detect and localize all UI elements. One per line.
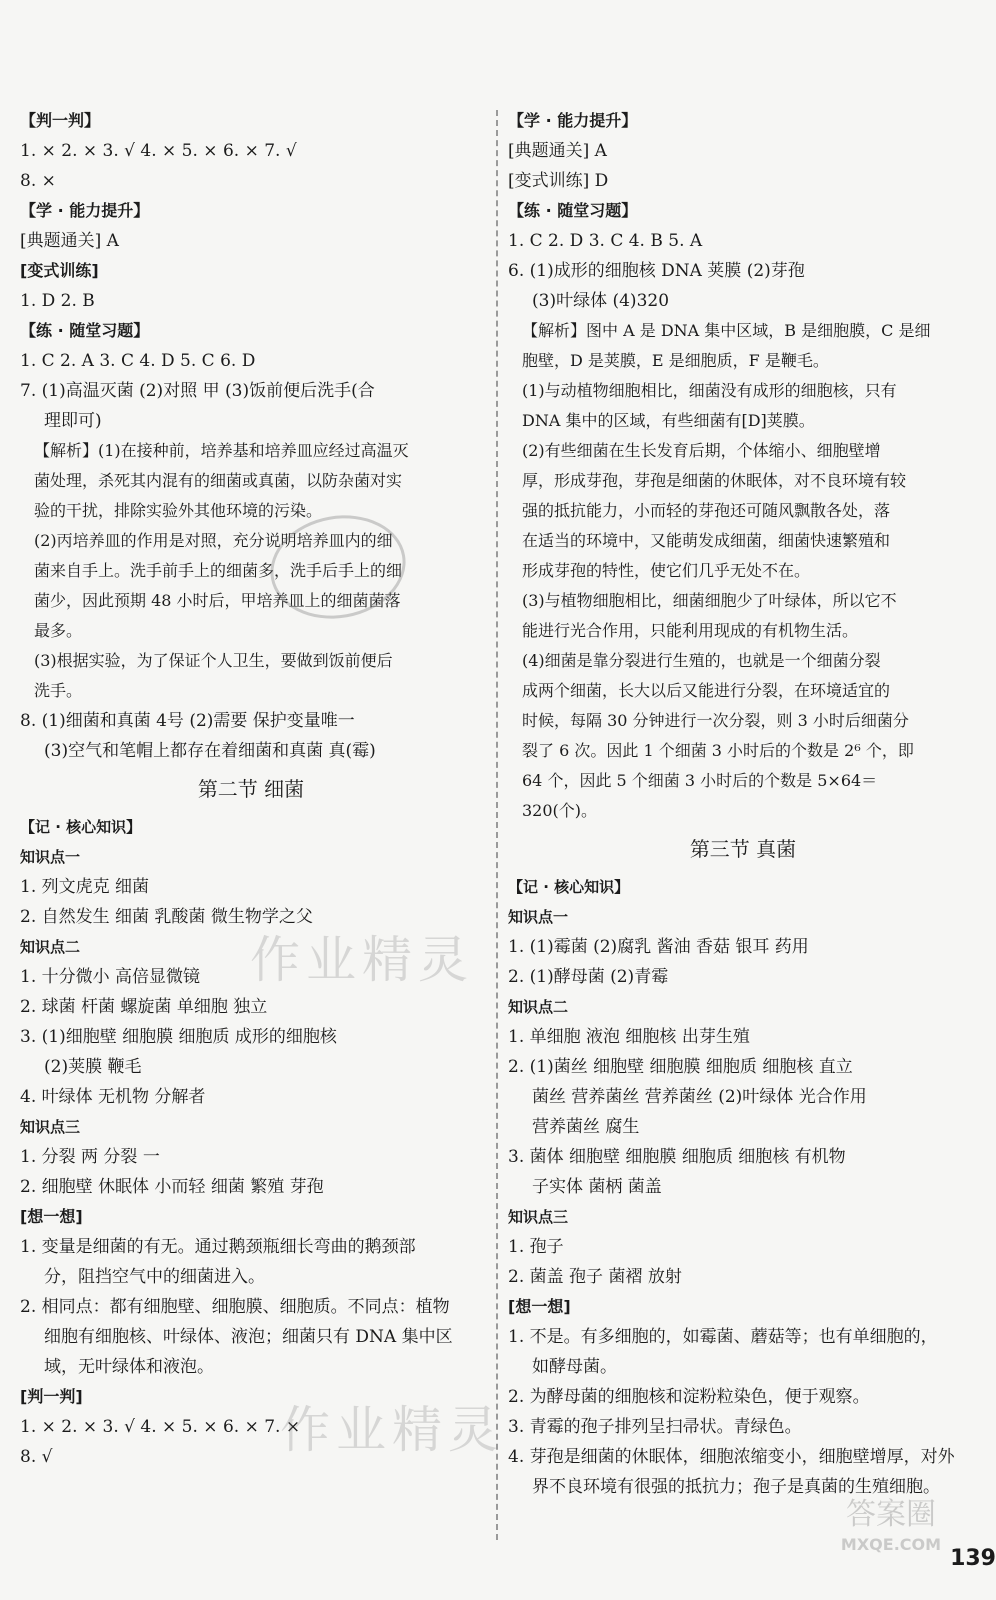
- right-line: 2. (1)菌丝 细胞壁 细胞膜 细胞质 细胞核 直立: [508, 1057, 853, 1077]
- right-line: (4)细菌是靠分裂进行生殖的，也就是一个细菌分裂: [522, 651, 881, 670]
- right-line: 在适当的环境中，又能萌发成细菌，细菌快速繁殖和: [522, 531, 891, 550]
- left-line: 1. 分裂 两 分裂 一: [20, 1147, 160, 1167]
- left-line: 【记 · 核心知识】: [20, 818, 142, 836]
- right-line: [典题通关] A: [508, 141, 607, 161]
- left-line: [变式训练]: [20, 261, 99, 280]
- left-line: 7. (1)高温灭菌 (2)对照 甲 (3)饭前便后洗手(合: [20, 381, 375, 401]
- left-line: 1. 变量是细菌的有无。通过鹅颈瓶细长弯曲的鹅颈部: [20, 1237, 416, 1257]
- right-line: 320(个)。: [522, 801, 598, 820]
- left-line: (2)荚膜 鞭毛: [44, 1057, 142, 1077]
- right-column: [508, 106, 978, 1502]
- left-line: (3)空气和笔帽上都存在着细菌和真菌 真(霉): [44, 741, 376, 761]
- left-line: 细胞有细胞核、叶绿体、液泡；细菌只有 DNA 集中区: [44, 1327, 453, 1347]
- left-line: 【判一判】: [20, 111, 101, 130]
- left-line: 【练 · 随堂习题】: [20, 321, 150, 340]
- left-line: 1. × 2. × 3. √ 4. × 5. × 6. × 7. ×: [20, 1417, 301, 1437]
- left-line: 【解析】(1)在接种前，培养基和培养皿应经过高温灭: [34, 441, 409, 460]
- right-line: 2. 菌盖 孢子 菌褶 放射: [508, 1267, 682, 1287]
- right-line: 营养菌丝 腐生: [532, 1117, 640, 1137]
- left-line: 2. 细胞壁 休眠体 小而轻 细菌 繁殖 芽孢: [20, 1177, 324, 1197]
- left-line: 1. 列文虎克 细菌: [20, 877, 150, 897]
- left-line: 1. D 2. B: [20, 291, 95, 311]
- left-line: 洗手。: [34, 681, 83, 700]
- left-line: 验的干扰，排除实验外其他环境的污染。: [34, 501, 323, 520]
- right-line: 6. (1)成形的细胞核 DNA 荚膜 (2)芽孢: [508, 261, 805, 281]
- right-line: 1. 单细胞 液泡 细胞核 出芽生殖: [508, 1027, 750, 1047]
- right-line: 3. 菌体 细胞壁 细胞膜 细胞质 细胞核 有机物: [508, 1147, 846, 1167]
- right-line: (2)有些细菌在生长发育后期，个体缩小、细胞壁增: [522, 441, 881, 460]
- left-line: 知识点三: [20, 1118, 81, 1136]
- left-line: 理即可): [44, 411, 102, 431]
- left-line: 【学 · 能力提升】: [20, 201, 150, 220]
- right-line: 界不良环境有很强的抵抗力；孢子是真菌的生殖细胞。: [532, 1477, 940, 1497]
- left-line: 8. √: [20, 1447, 53, 1467]
- right-line: 2. (1)酵母菌 (2)青霉: [508, 967, 669, 987]
- right-line: (3)与植物细胞相比，细菌细胞少了叶绿体，所以它不: [522, 591, 897, 610]
- right-line: 时候，每隔 30 分钟进行一次分裂，则 3 小时后细菌分: [522, 711, 909, 730]
- right-line: [变式训练] D: [508, 171, 609, 191]
- right-line: 强的抵抗能力，小而轻的芽孢还可随风飘散各处，落: [522, 501, 891, 520]
- watermark-text: 作业精灵: [250, 931, 474, 989]
- left-line: (2)丙培养皿的作用是对照，充分说明培养皿内的细: [34, 531, 393, 550]
- right-line: 如酵母菌。: [532, 1357, 617, 1377]
- right-line: 1. 不是。有多细胞的，如霉菌、蘑菇等；也有单细胞的，: [508, 1327, 938, 1347]
- right-line: 【练 · 随堂习题】: [508, 201, 638, 220]
- right-line: 胞壁，D 是荚膜，E 是细胞质，F 是鞭毛。: [522, 351, 829, 370]
- right-line: 1. (1)霉菌 (2)腐乳 酱油 香菇 银耳 药用: [508, 937, 809, 957]
- right-line: 1. 孢子: [508, 1237, 564, 1257]
- right-line: 菌丝 营养菌丝 营养菌丝 (2)叶绿体 光合作用: [532, 1087, 867, 1107]
- right-line: 能进行光合作用，只能利用现成的有机物生活。: [522, 621, 859, 640]
- left-line: 2. 球菌 杆菌 螺旋菌 单细胞 独立: [20, 997, 268, 1017]
- column-divider: [496, 110, 498, 1540]
- right-line: [想一想]: [508, 1297, 571, 1316]
- left-line: [判一判]: [20, 1387, 83, 1406]
- left-line: (3)根据实验，为了保证个人卫生，要做到饭前便后: [34, 651, 393, 670]
- right-line: 3. 青霉的孢子排列呈扫帚状。青绿色。: [508, 1417, 802, 1437]
- right-line: 成两个细菌，长大以后又能进行分裂，在环境适宜的: [522, 681, 891, 700]
- right-line: 知识点一: [508, 908, 569, 926]
- right-line: 2. 为酵母菌的细胞核和淀粉粒染色，便于观察。: [508, 1387, 870, 1407]
- right-line: 4. 芽孢是细菌的休眠体，细胞浓缩变小，细胞壁增厚，对外: [508, 1447, 955, 1467]
- left-line: 4. 叶绿体 无机物 分解者: [20, 1087, 206, 1107]
- right-line: (1)与动植物细胞相比，细菌没有成形的细胞核，只有: [522, 381, 897, 400]
- left-line: 菌处理，杀死其内混有的细菌或真菌，以防杂菌对实: [34, 471, 403, 490]
- left-line: 8. ×: [20, 171, 56, 191]
- right-line: DNA 集中的区域，有些细菌有[D]荚膜。: [522, 411, 815, 430]
- left-line: 2. 自然发生 细菌 乳酸菌 微生物学之父: [20, 907, 313, 927]
- right-line: 【记 · 核心知识】: [508, 878, 630, 896]
- left-line: 菌来自手上。洗手前手上的细菌多，洗手后手上的细: [34, 561, 403, 580]
- watermark-text-2: 作业精灵: [280, 1401, 504, 1459]
- left-line: [想一想]: [20, 1207, 83, 1226]
- right-line: 形成芽孢的特性，使它们几乎无处不在。: [522, 561, 811, 580]
- left-line: 知识点二: [20, 938, 81, 956]
- left-line: 2. 相同点：都有细胞壁、细胞膜、细胞质。不同点：植物: [20, 1297, 450, 1317]
- left-line: 域，无叶绿体和液泡。: [44, 1357, 214, 1377]
- left-line: 知识点一: [20, 848, 81, 866]
- corner-logo: 答案圈 MXQE.COM: [840, 1497, 942, 1554]
- left-line: [典题通关] A: [20, 231, 119, 251]
- left-line: 最多。: [34, 621, 83, 640]
- left-line: 1. 十分微小 高倍显微镜: [20, 967, 201, 987]
- right-line: 64 个，因此 5 个细菌 3 小时后的个数是 5×64＝: [522, 771, 878, 790]
- left-column: [20, 106, 482, 1472]
- right-line: 第三节 真菌: [689, 837, 797, 861]
- right-line: 1. C 2. D 3. C 4. B 5. A: [508, 231, 703, 251]
- left-line: 第二节 细菌: [197, 777, 305, 801]
- right-line: 厚，形成芽孢，芽孢是细菌的休眠体，对不良环境有较: [522, 471, 907, 490]
- left-line: 1. C 2. A 3. C 4. D 5. C 6. D: [20, 351, 256, 371]
- left-line: 3. (1)细胞壁 细胞膜 细胞质 成形的细胞核: [20, 1027, 337, 1047]
- right-line: 知识点三: [508, 1208, 569, 1226]
- left-line: 菌少，因此预期 48 小时后，甲培养皿上的细菌菌落: [34, 591, 401, 610]
- right-line: 裂了 6 次。因此 1 个细菌 3 小时后的个数是 2⁶ 个，即: [522, 741, 914, 760]
- left-line: 分，阻挡空气中的细菌进入。: [44, 1267, 265, 1287]
- page-number: 139: [950, 1546, 996, 1571]
- left-line: 1. × 2. × 3. √ 4. × 5. × 6. × 7. √: [20, 141, 297, 161]
- right-line: 子实体 菌柄 菌盖: [532, 1177, 662, 1197]
- right-line: 知识点二: [508, 998, 569, 1016]
- right-line: 【解析】图中 A 是 DNA 集中区域，B 是细胞膜，C 是细: [522, 321, 931, 340]
- right-line: 【学 · 能力提升】: [508, 111, 638, 130]
- right-line: (3)叶绿体 (4)320: [532, 291, 670, 311]
- left-line: 8. (1)细菌和真菌 4号 (2)需要 保护变量唯一: [20, 711, 355, 731]
